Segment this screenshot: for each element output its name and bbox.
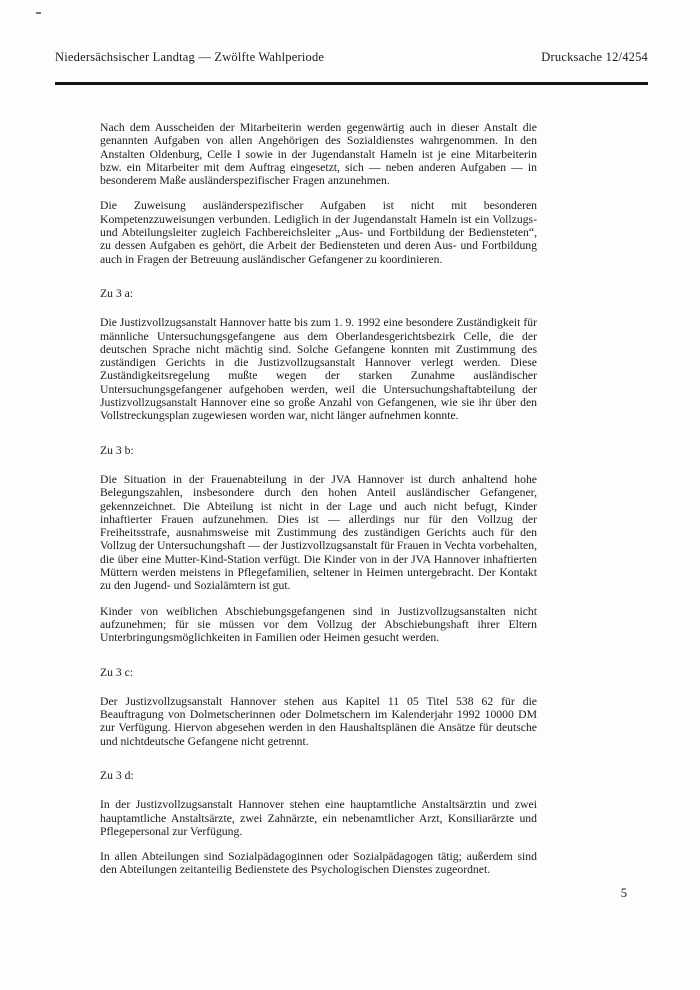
section-heading: Zu 3 d:	[100, 768, 134, 782]
paragraph: Die Justizvollzugsanstalt Hannover hatte bis zum 1. 9. 1992 eine besondere Zuständigkeit für männliche Untersuchungsgefangene aus dem Oberlandesgerichtsbezirk Celle, die der deutschen Sprache nicht mächtig sind. Solche Gefangene konnten mit Zustimmung des zuständigen Gerichts in die Justizvollzugsanstalt Hannover verlegt werden. Diese Zuständigkeitsregelung mußte wegen der starken Zunahme ausländischer Untersuchungsgefangener aufgehoben werden, weil die Untersuchungshaftabteilung der Justizvollzugsanstalt Hannover eine so große Anzahl von Gefangenen, wie sie ihr über den Vollstreckungsplan zugewiesen worden war, nicht länger aufnehmen konnte.	[100, 316, 537, 423]
section-heading: Zu 3 a:	[100, 286, 134, 300]
paragraph: In allen Abteilungen sind Sozialpädagoginnen oder Sozialpädagogen tätig; außerdem sind den Abteilungen zeitanteilig Bedienstete des Psychologischen Dienstes zugeordnet.	[100, 850, 537, 877]
paragraph: In der Justizvollzugsanstalt Hannover stehen eine hauptamtliche Anstaltsärztin und zwei hauptamtliche Anstaltsärzte, zwei Zahnärzte, ein nebenamtlicher Arzt, Konsiliarärzte und Pflegepersonal zur Verfügung.	[100, 798, 537, 838]
page-header	[55, 50, 648, 65]
header-left-title: Niedersächsischer Landtag — Zwölfte Wahlperiode	[55, 50, 325, 64]
header-rule	[55, 82, 648, 85]
paragraph: Die Situation in der Frauenabteilung in der JVA Hannover ist durch anhaltend hohe Belegungszahlen, insbesondere durch den hohen Anteil ausländischer Gefangener, gekennzeichnet. Die Abteilung ist nicht in der Lage und auch nicht befugt, Kinder inhaftierter Frauen aufzunehmen. Dies ist — allerdings nur für den Vollzug der Freiheitsstrafe, ausnahmsweise mit Zustimmung des zuständigen Gerichts auch für den Vollzug der Untersuchungshaft — der Justizvollzugsanstalt für Frauen in Vechta vorbehalten, die über eine Mutter-Kind-Station verfügt. Die Kinder von in der JVA Hannover inhaftierten Müttern werden meistens in Pflegefamilien, seltener in Heimen untergebracht. Der Kontakt zu den Jugend- und Sozialämtern ist gut.	[100, 472, 537, 593]
paragraph: Nach dem Ausscheiden der Mitarbeiterin werden gegenwärtig auch in dieser Anstalt die genannten Aufgaben von allen Angehörigen des Sozialdienstes wahrgenommen. In den Anstalten Oldenburg, Celle I sowie in der Jugendanstalt Hameln ist je eine Mitarbeiterin bzw. ein Mitarbeiter mit dem Auftrag eingesetzt, sich — neben anderen Aufgaben — in besonderem Maße ausländerspezifischer Fragen anzunehmen.	[100, 121, 537, 188]
page-number: 5	[620, 886, 627, 900]
document-body	[100, 121, 537, 889]
section-heading: Zu 3 c:	[100, 665, 134, 679]
section-heading: Zu 3 b:	[100, 443, 134, 457]
header-right-doc-number: Drucksache 12/4254	[541, 50, 648, 64]
paragraph: Die Zuweisung ausländerspezifischer Aufgaben ist nicht mit besonderen Kompetenzzuweisungen verbunden. Lediglich in der Jugendanstalt Hameln ist ein Vollzugs- und Abteilungsleiter zugleich Fachbereichsleiter „Aus- und Fortbildung der Bediensteten“, zu dessen Aufgaben es gehört, die Arbeit der Bediensteten und deren Aus- und Fortbildung auch in Fragen der Betreuung ausländischer Gefangener zu koordinieren.	[100, 199, 537, 266]
paragraph: Der Justizvollzugsanstalt Hannover stehen aus Kapitel 11 05 Titel 538 62 für die Beauftragung von Dolmetscherinnen oder Dolmetschern im Kalenderjahr 1992 10000 DM zur Verfügung. Hiervon abgesehen werden in den Haushaltsplänen die Ansätze für deutsche und nichtdeutsche Gefangene nicht getrennt.	[100, 694, 537, 748]
scan-artifact	[36, 12, 41, 14]
paragraph: Kinder von weiblichen Abschiebungsgefangenen sind in Justizvollzugsanstalten nicht aufzunehmen; für sie müssen vor dem Vollzug der Abschiebungshaft ihrer Eltern Unterbringungsmöglichkeiten in Familien oder Heimen gesucht werden.	[100, 604, 537, 645]
